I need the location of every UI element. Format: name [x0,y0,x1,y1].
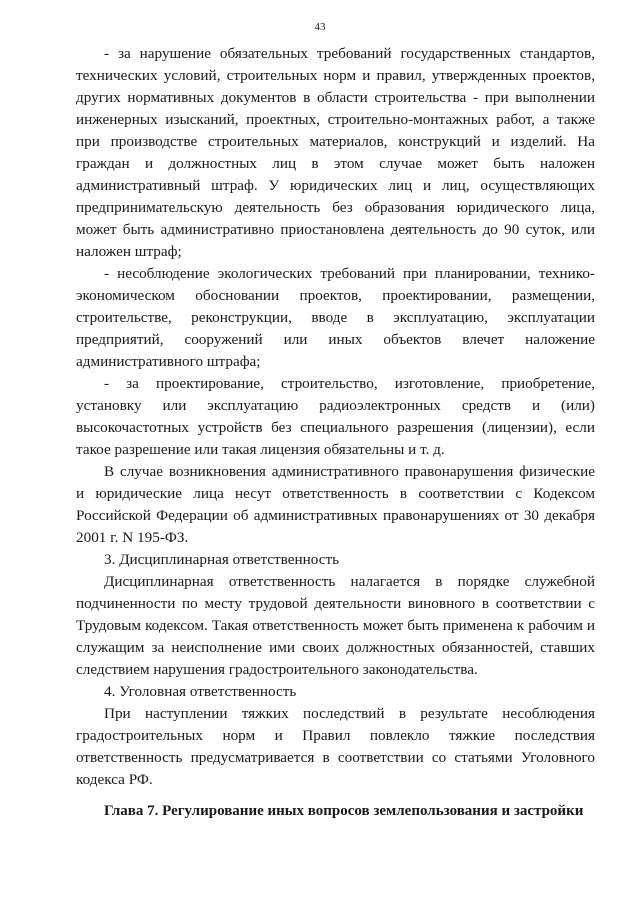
paragraph-admin-liability: В случае возникновения административного правонарушения физические и юридические лица несут ответственность в соответствии с Кодексом Российской Федерации об административных правонарушениях от 30 декабря 2001 г. N 195-ФЗ. [76,463,595,546]
section-heading-disciplinary: 3. Дисциплинарная ответственность [104,551,340,568]
paragraph-radio-devices: - за проектирование, строительство, изготовление, приобретение, установку или эксплуатацию радиоэлектронных средств и (или) высокочастотных устройств без специального разрешения (лицензии), если такое разрешение или такая лицензия обязательны и т. д. [76,375,595,458]
paragraph-ecology: - несоблюдение экологических требований при планировании, технико-экономическом обосновании проектов, проектировании, размещении, строительстве, реконструкции, вводе в эксплуатацию, эксплуатации предприятий, сооружений или иных объектов влечет наложение административного штрафа; [76,265,595,370]
section-heading-criminal: 4. Уголовная ответственность [104,683,297,700]
chapter-title: Глава 7. Регулирование иных вопросов землепользования и застройки [104,803,584,819]
document-body [76,43,595,791]
page-number: 43 [314,21,326,33]
paragraph-disciplinary: Дисциплинарная ответственность налагается в порядке служебной подчиненности по месту трудовой деятельности виновного в соответствии с Трудовым кодексом. Такая ответственность может быть применена к рабочим и служащим за неисполнение ими своих должностных обязанностей, ставших следствием нарушения градостроительного законодательства. [76,573,595,678]
paragraph-violation-standards: - за нарушение обязательных требований государственных стандартов, технических условий, строительных норм и правил, утвержденных проектов, других нормативных документов в области строительства - при выполнении инженерных изысканий, проектных, строительно-монтажных работ, а также при производстве строительных материалов, конструкций и изделий. На граждан и должностных лиц в этом случае может быть наложен административный штраф. У юридических лиц и лиц, осуществляющих предпринимательскую деятельность без образования юридического лица, может быть административно приостановлена деятельность до 90 суток, или наложен штраф; [76,45,595,260]
paragraph-criminal: При наступлении тяжких последствий в результате несоблюдения градостроительных норм и Правил повлекло тяжкие последствия ответственность предусматривается в соответствии со статьями Уголовного кодекса РФ. [76,705,595,788]
